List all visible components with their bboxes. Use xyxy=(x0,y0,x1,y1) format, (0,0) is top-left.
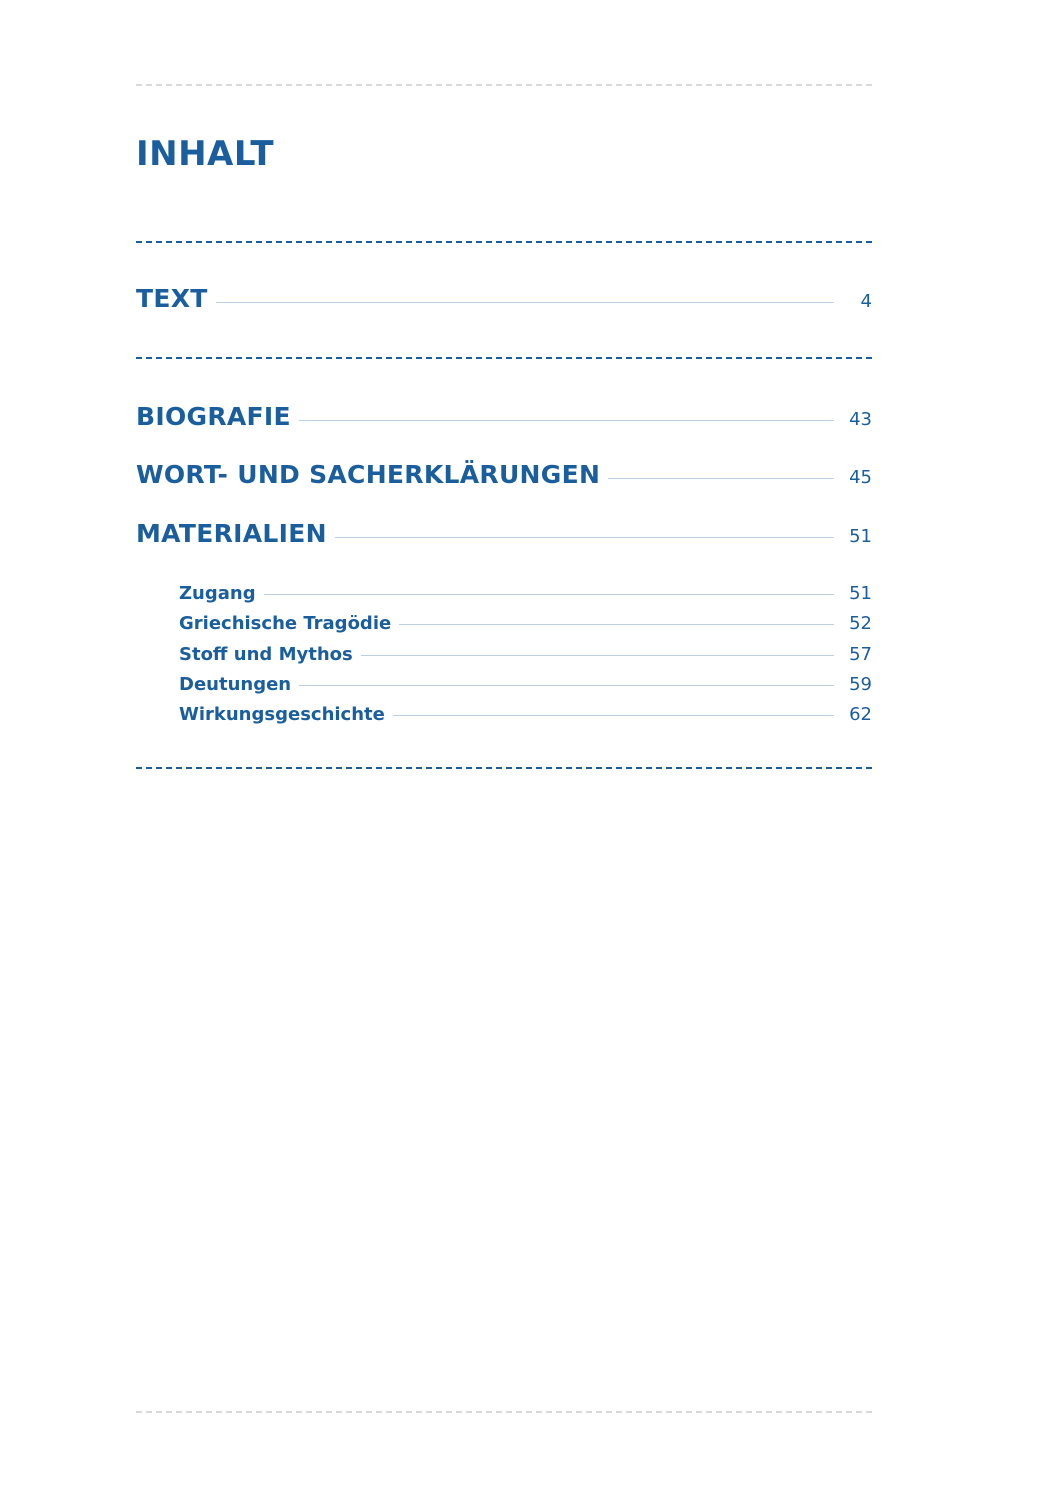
toc-entry-label[interactable]: TEXT xyxy=(136,284,208,313)
toc-page-number: 62 xyxy=(849,704,872,725)
toc-page xyxy=(136,0,872,1500)
toc-page-number: 51 xyxy=(849,583,872,604)
bottom-dashed-rule xyxy=(136,1411,872,1413)
toc-entry-biografie[interactable] xyxy=(136,402,872,431)
toc-leader-line xyxy=(399,624,834,625)
toc-page-number: 43 xyxy=(849,409,872,430)
toc-subentry-deutungen[interactable] xyxy=(179,674,872,695)
toc-page-number: 51 xyxy=(849,526,872,547)
toc-entry-materialien[interactable] xyxy=(136,519,872,548)
toc-page-number: 45 xyxy=(849,467,872,488)
toc-entry-label[interactable]: MATERIALIEN xyxy=(136,519,327,548)
toc-leader-line xyxy=(335,537,834,538)
section-divider xyxy=(136,241,872,243)
top-dashed-rule xyxy=(136,84,872,86)
toc-leader-line xyxy=(216,302,834,303)
page-title: INHALT xyxy=(136,134,275,174)
toc-subentry-stoff-und-mythos[interactable] xyxy=(179,644,872,665)
toc-entry-text[interactable] xyxy=(136,284,872,313)
toc-leader-line xyxy=(264,594,834,595)
toc-subentry-label[interactable]: Stoff und Mythos xyxy=(179,644,353,665)
toc-page-number: 57 xyxy=(849,644,872,665)
toc-subentry-wirkungsgeschichte[interactable] xyxy=(179,704,872,725)
toc-subentry-label[interactable]: Deutungen xyxy=(179,674,292,695)
toc-page-number: 4 xyxy=(860,291,872,312)
toc-subentry-label[interactable]: Zugang xyxy=(179,583,256,604)
toc-subentry-griechische-tragoedie[interactable] xyxy=(179,613,872,634)
toc-subentry-label[interactable]: Griechische Tragödie xyxy=(179,613,392,634)
section-divider xyxy=(136,767,872,769)
toc-subentry-label[interactable]: Wirkungsgeschichte xyxy=(179,704,385,725)
toc-leader-line xyxy=(299,685,834,686)
toc-leader-line xyxy=(361,655,834,656)
toc-page-number: 59 xyxy=(849,674,872,695)
toc-leader-line xyxy=(608,478,834,479)
toc-entry-label[interactable]: BIOGRAFIE xyxy=(136,402,291,431)
toc-leader-line xyxy=(393,715,834,716)
section-divider xyxy=(136,357,872,359)
toc-entry-label[interactable]: WORT- UND SACHERKLÄRUNGEN xyxy=(136,460,601,489)
toc-page-number: 52 xyxy=(849,613,872,634)
toc-leader-line xyxy=(299,420,834,421)
toc-subentry-zugang[interactable] xyxy=(179,583,872,604)
toc-entry-wort-und-sacherklaerungen[interactable] xyxy=(136,460,872,489)
